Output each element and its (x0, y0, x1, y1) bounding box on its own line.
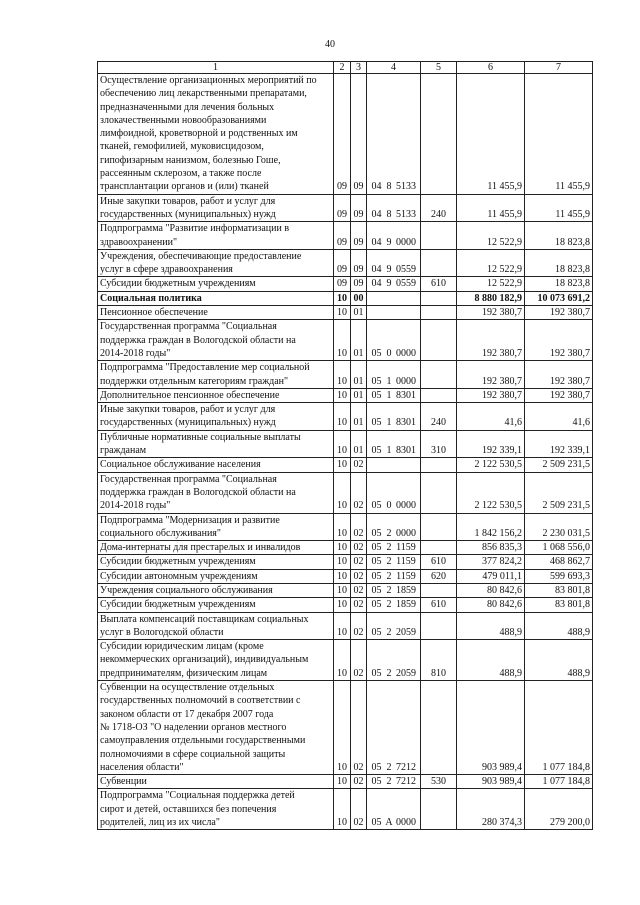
expense-type-code: 610 (421, 555, 457, 569)
amount-col-7: 599 693,3 (525, 569, 593, 583)
program-code: 04 (371, 264, 382, 276)
row-name: Субвенции (98, 775, 334, 789)
row-name: Подпрограмма "Предоставление мер социальной поддержки отдельным категориям граждан" (98, 361, 334, 389)
amount-col-7: 11 455,9 (525, 74, 593, 195)
table-row (98, 598, 593, 612)
header-col-6: 6 (457, 62, 525, 74)
table-row (98, 472, 593, 513)
subsection-code: 00 (351, 291, 367, 305)
subprogram-code: 0 (386, 347, 392, 359)
row-name: Подпрограмма "Развитие информатизации в здравоохранении" (98, 222, 334, 250)
table-row (98, 775, 593, 789)
expense-type-code (421, 458, 457, 472)
amount-col-6: 11 455,9 (457, 74, 525, 195)
amount-col-6: 377 824,2 (457, 555, 525, 569)
expense-type-code (421, 789, 457, 830)
row-name: Субвенции на осуществление отдельных государственных полномочий в соответствии с законом области от 17 декабря 2007 года № 1718-ОЗ "О наделении органов местного самоуправления отдельными государственными полномочиями в сфере социальной защиты населения области" (98, 681, 334, 775)
amount-col-7: 18 823,8 (525, 277, 593, 291)
subprogram-code: 2 (386, 761, 392, 773)
subsection-code: 02 (351, 583, 367, 597)
subprogram-code: 2 (386, 556, 392, 568)
header-col-7: 7 (525, 62, 593, 74)
page-number: 40 (325, 39, 335, 50)
row-name: Пенсионное обеспечение (98, 306, 334, 320)
subsection-code: 02 (351, 472, 367, 513)
amount-col-6: 903 989,4 (457, 775, 525, 789)
table-row (98, 291, 593, 305)
expense-type-code (421, 361, 457, 389)
expense-type-code: 610 (421, 277, 457, 291)
subprogram-code: 8 (386, 208, 392, 220)
expense-type-code: 310 (421, 430, 457, 458)
target-article-code (367, 291, 421, 305)
amount-col-6: 1 842 156,2 (457, 513, 525, 541)
direction-code: 7212 (396, 776, 416, 788)
subprogram-code: 9 (386, 236, 392, 248)
subsection-code: 01 (351, 388, 367, 402)
target-article-code (367, 249, 421, 277)
direction-code: 0000 (396, 236, 416, 248)
section-code: 10 (334, 789, 351, 830)
amount-col-6: 488,9 (457, 640, 525, 681)
program-code: 04 (371, 181, 382, 193)
expense-type-code: 240 (421, 403, 457, 431)
direction-code: 8301 (396, 389, 416, 401)
section-code: 10 (334, 640, 351, 681)
row-name: Подпрограмма "Социальная поддержка детей сирот и детей, оставшихся без попечения родителей, лиц из их числа" (98, 789, 334, 830)
section-code: 10 (334, 612, 351, 640)
section-code: 09 (334, 249, 351, 277)
row-name: Иные закупки товаров, работ и услуг для государственных (муниципальных) нужд (98, 194, 334, 222)
amount-col-7: 2 230 031,5 (525, 513, 593, 541)
section-code: 10 (334, 583, 351, 597)
program-code: 05 (371, 389, 382, 401)
row-name: Социальная политика (98, 291, 334, 305)
direction-code: 0000 (396, 375, 416, 387)
subsection-code: 02 (351, 541, 367, 555)
target-article-code (367, 306, 421, 320)
subprogram-code: 1 (386, 417, 392, 429)
amount-col-6: 80 842,6 (457, 598, 525, 612)
table-row (98, 789, 593, 830)
direction-code: 2059 (396, 667, 416, 679)
direction-code: 0000 (396, 817, 416, 829)
subprogram-code: 2 (386, 570, 392, 582)
table-row (98, 640, 593, 681)
row-name: Субсидии бюджетным учреждениям (98, 598, 334, 612)
subprogram-code: 2 (386, 626, 392, 638)
subprogram-code: 9 (386, 264, 392, 276)
subprogram-code: 9 (386, 278, 392, 290)
subprogram-code: 8 (386, 181, 392, 193)
table-row (98, 361, 593, 389)
subsection-code: 02 (351, 681, 367, 775)
amount-col-7: 279 200,0 (525, 789, 593, 830)
amount-col-7: 488,9 (525, 640, 593, 681)
table-row (98, 583, 593, 597)
subsection-code: 02 (351, 555, 367, 569)
target-article-code (367, 222, 421, 250)
row-name: Учреждения социального обслуживания (98, 583, 334, 597)
amount-col-7: 1 077 184,8 (525, 681, 593, 775)
subsection-code: 01 (351, 403, 367, 431)
table-row (98, 555, 593, 569)
target-article-code (367, 598, 421, 612)
table-row (98, 222, 593, 250)
table-row (98, 430, 593, 458)
expense-type-code: 240 (421, 194, 457, 222)
expense-type-code (421, 291, 457, 305)
amount-col-7: 192 380,7 (525, 306, 593, 320)
program-code: 05 (371, 527, 382, 539)
expense-type-code (421, 74, 457, 195)
row-name: Субсидии юридическим лицам (кроме некоммерческих организаций), индивидуальным предпринимателям, физическим лицам (98, 640, 334, 681)
section-code: 10 (334, 403, 351, 431)
amount-col-7: 11 455,9 (525, 194, 593, 222)
program-code: 05 (371, 761, 382, 773)
expense-type-code (421, 681, 457, 775)
section-code: 10 (334, 430, 351, 458)
amount-col-7: 18 823,8 (525, 249, 593, 277)
program-code: 04 (371, 236, 382, 248)
expense-type-code: 620 (421, 569, 457, 583)
row-name: Учреждения, обеспечивающие предоставление услуг в сфере здравоохранения (98, 249, 334, 277)
table-row (98, 306, 593, 320)
budget-table (97, 61, 593, 830)
row-name: Субсидии бюджетным учреждениям (98, 277, 334, 291)
direction-code: 0559 (396, 264, 416, 276)
amount-col-7: 192 380,7 (525, 388, 593, 402)
subsection-code: 02 (351, 598, 367, 612)
direction-code: 0000 (396, 347, 416, 359)
expense-type-code (421, 306, 457, 320)
row-name: Осуществление организационных мероприятий по обеспечению лиц лекарственными препаратами, предназначенными для лечения больных злокачественными новообразованиями лимфоидной, кроветворной и родственных им тканей, гемофилией, муковисцидозом, гипофизарным нанизмом, болезнью Гоше, рассеянным склерозом, а также после трансплантации органов и (или) тканей (98, 74, 334, 195)
header-col-4: 4 (367, 62, 421, 74)
program-code: 05 (371, 347, 382, 359)
subsection-code: 09 (351, 249, 367, 277)
target-article-code (367, 361, 421, 389)
amount-col-6: 280 374,3 (457, 789, 525, 830)
subprogram-code: 1 (386, 445, 392, 457)
section-code: 10 (334, 555, 351, 569)
amount-col-6: 192 380,7 (457, 361, 525, 389)
direction-code: 1159 (396, 556, 416, 568)
section-code: 10 (334, 458, 351, 472)
amount-col-7: 192 339,1 (525, 430, 593, 458)
amount-col-6: 192 380,7 (457, 320, 525, 361)
program-code: 05 (371, 599, 382, 611)
table-row (98, 388, 593, 402)
amount-col-6: 192 339,1 (457, 430, 525, 458)
subprogram-code: 2 (386, 599, 392, 611)
direction-code: 8301 (396, 445, 416, 457)
header-col-1: 1 (98, 62, 334, 74)
amount-col-6: 903 989,4 (457, 681, 525, 775)
amount-col-7: 192 380,7 (525, 320, 593, 361)
amount-col-6: 2 122 530,5 (457, 458, 525, 472)
row-name: Государственная программа "Социальная поддержка граждан в Вологодской области на 2014-2018 годы" (98, 472, 334, 513)
section-code: 10 (334, 388, 351, 402)
direction-code: 2059 (396, 626, 416, 638)
direction-code: 0559 (396, 278, 416, 290)
direction-code: 7212 (396, 761, 416, 773)
amount-col-6: 12 522,9 (457, 249, 525, 277)
section-code: 10 (334, 291, 351, 305)
section-code: 10 (334, 513, 351, 541)
table-row (98, 569, 593, 583)
amount-col-7: 2 509 231,5 (525, 458, 593, 472)
target-article-code (367, 681, 421, 775)
subprogram-code: 2 (386, 584, 392, 596)
program-code: 05 (371, 445, 382, 457)
subsection-code: 01 (351, 361, 367, 389)
amount-col-7: 192 380,7 (525, 361, 593, 389)
subprogram-code: 1 (386, 375, 392, 387)
subsection-code: 02 (351, 640, 367, 681)
program-code: 05 (371, 417, 382, 429)
expense-type-code: 610 (421, 598, 457, 612)
table-row (98, 681, 593, 775)
table-row (98, 612, 593, 640)
table-row (98, 320, 593, 361)
program-code: 04 (371, 278, 382, 290)
program-code: 05 (371, 542, 382, 554)
subprogram-code: 2 (386, 542, 392, 554)
table-row (98, 74, 593, 195)
expense-type-code (421, 612, 457, 640)
table-row (98, 458, 593, 472)
expense-type-code (421, 472, 457, 513)
program-code: 05 (371, 556, 382, 568)
direction-code: 1859 (396, 584, 416, 596)
expense-type-code (421, 513, 457, 541)
target-article-code (367, 472, 421, 513)
program-code: 04 (371, 208, 382, 220)
amount-col-6: 12 522,9 (457, 222, 525, 250)
amount-col-6: 11 455,9 (457, 194, 525, 222)
amount-col-6: 856 835,3 (457, 541, 525, 555)
subsection-code: 02 (351, 789, 367, 830)
row-name: Подпрограмма "Модернизация и развитие социального обслуживания" (98, 513, 334, 541)
subprogram-code: 0 (386, 500, 392, 512)
target-article-code (367, 388, 421, 402)
program-code: 05 (371, 500, 382, 512)
target-article-code (367, 612, 421, 640)
direction-code: 0000 (396, 500, 416, 512)
target-article-code (367, 569, 421, 583)
header-col-5: 5 (421, 62, 457, 74)
section-code: 10 (334, 681, 351, 775)
table-row (98, 194, 593, 222)
table-row (98, 403, 593, 431)
direction-code: 1159 (396, 570, 416, 582)
direction-code: 1159 (396, 542, 416, 554)
section-code: 09 (334, 222, 351, 250)
header-col-3: 3 (351, 62, 367, 74)
target-article-code (367, 194, 421, 222)
section-code: 10 (334, 569, 351, 583)
program-code: 05 (371, 584, 382, 596)
amount-col-7: 41,6 (525, 403, 593, 431)
program-code: 05 (371, 626, 382, 638)
table-row (98, 277, 593, 291)
expense-type-code (421, 541, 457, 555)
direction-code: 5133 (396, 181, 416, 193)
amount-col-6: 192 380,7 (457, 388, 525, 402)
subprogram-code: 1 (386, 389, 392, 401)
section-code: 10 (334, 306, 351, 320)
amount-col-6: 2 122 530,5 (457, 472, 525, 513)
amount-col-6: 8 880 182,9 (457, 291, 525, 305)
direction-code: 0000 (396, 527, 416, 539)
subsection-code: 01 (351, 320, 367, 361)
expense-type-code (421, 583, 457, 597)
amount-col-6: 80 842,6 (457, 583, 525, 597)
amount-col-7: 1 077 184,8 (525, 775, 593, 789)
expense-type-code (421, 222, 457, 250)
amount-col-7: 2 509 231,5 (525, 472, 593, 513)
target-article-code (367, 74, 421, 195)
row-name: Государственная программа "Социальная поддержка граждан в Вологодской области на 2014-2018 годы" (98, 320, 334, 361)
direction-code: 5133 (396, 208, 416, 220)
row-name: Дома-интернаты для престарелых и инвалидов (98, 541, 334, 555)
amount-col-7: 1 068 556,0 (525, 541, 593, 555)
amount-col-7: 10 073 691,2 (525, 291, 593, 305)
program-code: 05 (371, 817, 382, 829)
subprogram-code: А (385, 817, 393, 829)
amount-col-7: 18 823,8 (525, 222, 593, 250)
table-row (98, 513, 593, 541)
target-article-code (367, 583, 421, 597)
expense-type-code (421, 388, 457, 402)
row-name: Дополнительное пенсионное обеспечение (98, 388, 334, 402)
target-article-code (367, 555, 421, 569)
section-code: 10 (334, 775, 351, 789)
section-code: 10 (334, 541, 351, 555)
subsection-code: 09 (351, 194, 367, 222)
subsection-code: 02 (351, 775, 367, 789)
amount-col-6: 488,9 (457, 612, 525, 640)
section-code: 10 (334, 472, 351, 513)
subsection-code: 02 (351, 569, 367, 583)
target-article-code (367, 320, 421, 361)
row-name: Публичные нормативные социальные выплаты гражданам (98, 430, 334, 458)
expense-type-code (421, 320, 457, 361)
direction-code: 8301 (396, 417, 416, 429)
row-name: Субсидии бюджетным учреждениям (98, 555, 334, 569)
subsection-code: 09 (351, 277, 367, 291)
expense-type-code (421, 249, 457, 277)
table-row (98, 249, 593, 277)
target-article-code (367, 541, 421, 555)
section-code: 10 (334, 320, 351, 361)
subsection-code: 09 (351, 222, 367, 250)
row-name: Иные закупки товаров, работ и услуг для государственных (муниципальных) нужд (98, 403, 334, 431)
section-code: 10 (334, 361, 351, 389)
amount-col-7: 83 801,8 (525, 583, 593, 597)
amount-col-7: 83 801,8 (525, 598, 593, 612)
row-name: Социальное обслуживание населения (98, 458, 334, 472)
subsection-code: 02 (351, 513, 367, 541)
table-row (98, 541, 593, 555)
section-code: 10 (334, 598, 351, 612)
subprogram-code: 2 (386, 527, 392, 539)
section-code: 09 (334, 277, 351, 291)
target-article-code (367, 640, 421, 681)
table-header-row (98, 62, 593, 74)
amount-col-7: 468 862,7 (525, 555, 593, 569)
target-article-code (367, 775, 421, 789)
target-article-code (367, 430, 421, 458)
target-article-code (367, 513, 421, 541)
row-name: Выплата компенсаций поставщикам социальных услуг в Вологодской области (98, 612, 334, 640)
row-name: Субсидии автономным учреждениям (98, 569, 334, 583)
header-col-2: 2 (334, 62, 351, 74)
direction-code: 1859 (396, 599, 416, 611)
program-code: 05 (371, 570, 382, 582)
subsection-code: 01 (351, 430, 367, 458)
amount-col-6: 479 011,1 (457, 569, 525, 583)
section-code: 09 (334, 74, 351, 195)
target-article-code (367, 458, 421, 472)
subprogram-code: 2 (386, 776, 392, 788)
subsection-code: 09 (351, 74, 367, 195)
program-code: 05 (371, 375, 382, 387)
subprogram-code: 2 (386, 667, 392, 679)
section-code: 09 (334, 194, 351, 222)
amount-col-7: 488,9 (525, 612, 593, 640)
amount-col-6: 41,6 (457, 403, 525, 431)
expense-type-code: 530 (421, 775, 457, 789)
program-code: 05 (371, 667, 382, 679)
amount-col-6: 12 522,9 (457, 277, 525, 291)
subsection-code: 02 (351, 612, 367, 640)
subsection-code: 02 (351, 458, 367, 472)
subsection-code: 01 (351, 306, 367, 320)
amount-col-6: 192 380,7 (457, 306, 525, 320)
expense-type-code: 810 (421, 640, 457, 681)
target-article-code (367, 403, 421, 431)
target-article-code (367, 277, 421, 291)
target-article-code (367, 789, 421, 830)
program-code: 05 (371, 776, 382, 788)
